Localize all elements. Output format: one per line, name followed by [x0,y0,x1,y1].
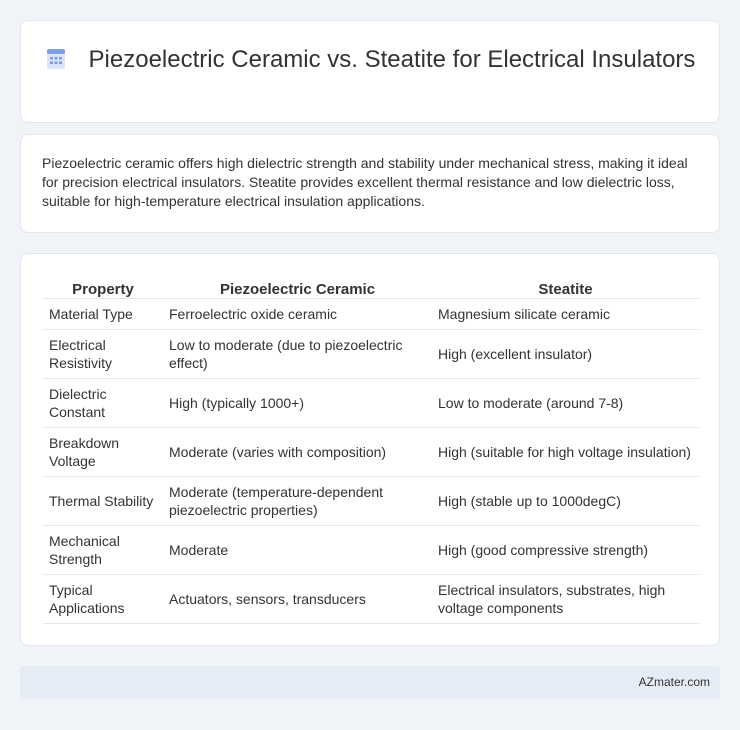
piezo-cell: Moderate [163,526,432,575]
table-row [43,379,699,428]
piezo-cell: Ferroelectric oxide ceramic [163,299,432,330]
steatite-cell: Low to moderate (around 7-8) [432,379,699,428]
table-icon [45,48,67,70]
property-cell: Typical Applications [43,575,163,624]
piezo-cell: High (typically 1000+) [163,379,432,428]
header-property: Property [43,276,163,299]
property-cell: Breakdown Voltage [43,428,163,477]
steatite-cell: High (excellent insulator) [432,330,699,379]
steatite-cell: High (stable up to 1000degC) [432,477,699,526]
property-cell: Thermal Stability [43,477,163,526]
table-row [43,299,699,330]
piezo-cell: Actuators, sensors, transducers [163,575,432,624]
piezo-cell: Moderate (varies with composition) [163,428,432,477]
table-row [43,526,699,575]
table-row [43,477,699,526]
table-row [43,330,699,379]
footer-brand-link[interactable]: AZmater.com [638,675,710,689]
steatite-cell: High (good compressive strength) [432,526,699,575]
steatite-cell: Magnesium silicate ceramic [432,299,699,330]
title-card [20,20,720,123]
property-cell: Mechanical Strength [43,526,163,575]
title-text: Piezoelectric Ceramic vs. Steatite for Electrical Insulators [88,46,696,73]
comparison-table [43,276,699,624]
page-title [21,45,719,74]
piezo-cell: Low to moderate (due to piezoelectric effect) [163,330,432,379]
steatite-cell: High (suitable for high voltage insulation) [432,428,699,477]
table-row [43,428,699,477]
piezo-cell: Moderate (temperature-dependent piezoelectric properties) [163,477,432,526]
property-cell: Dielectric Constant [43,379,163,428]
description-card [20,134,720,233]
header-steatite: Steatite [432,276,699,299]
description-text: Piezoelectric ceramic offers high dielectric strength and stability under mechanical stress, making it ideal for precision electrical insulators. Steatite provides excellent thermal resistance and low dielectric loss, suitable for high-temperature electrical insulation applications. [42,155,688,209]
comparison-card [20,253,720,646]
property-cell: Electrical Resistivity [43,330,163,379]
footer-bar [20,666,720,699]
header-piezoelectric: Piezoelectric Ceramic [163,276,432,299]
property-cell: Material Type [43,299,163,330]
steatite-cell: Electrical insulators, substrates, high voltage components [432,575,699,624]
table-header-row [43,276,699,299]
table-row [43,575,699,624]
